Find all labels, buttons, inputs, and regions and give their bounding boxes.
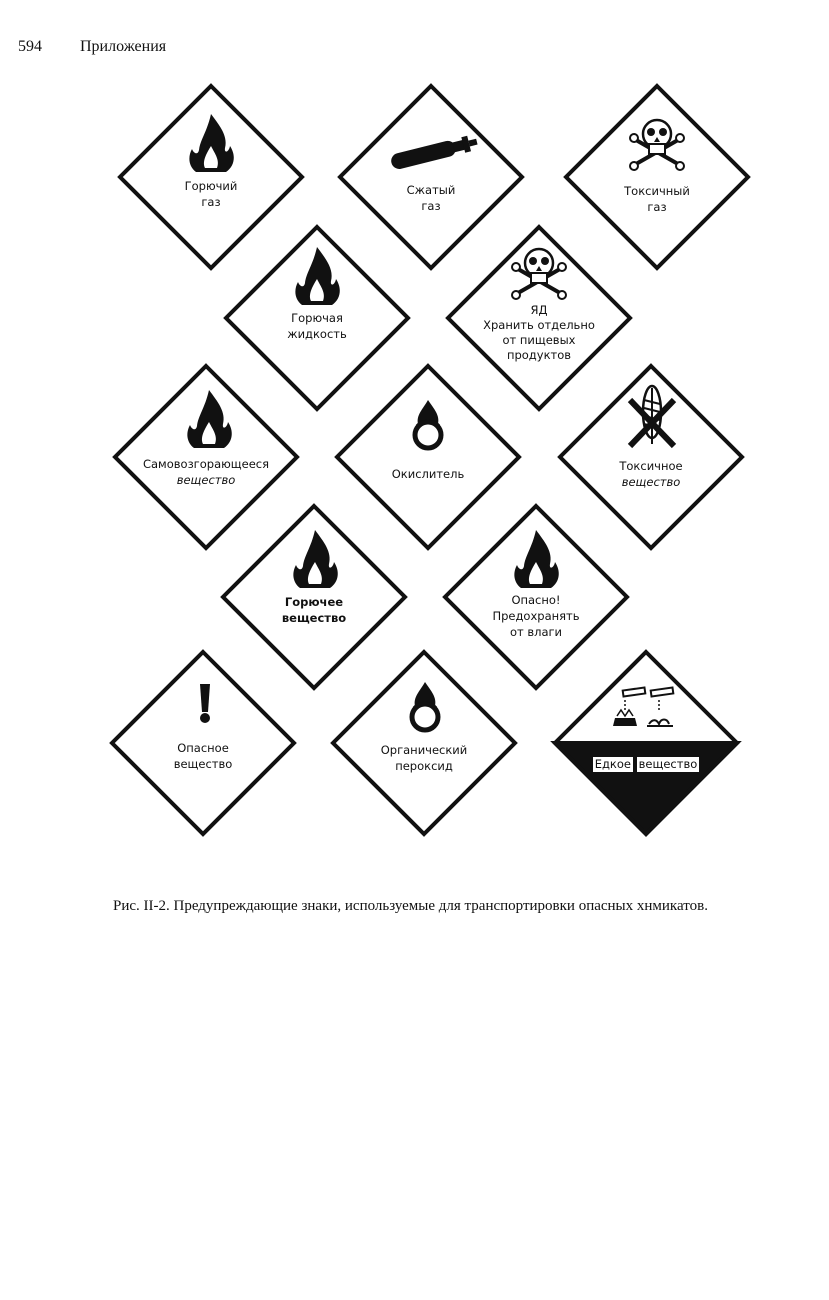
sign-label-line: газ bbox=[421, 199, 441, 213]
sign-label-line: от влаги bbox=[509, 625, 563, 639]
sign-label-line: Едкое bbox=[594, 757, 631, 771]
sign-label-line: Окислитель bbox=[391, 467, 465, 481]
sign-label-line: Токсичное bbox=[619, 459, 683, 473]
sign-organic-peroxide bbox=[329, 648, 519, 838]
sign-label-line: Токсичный bbox=[624, 184, 690, 198]
sign-label-line: вещество bbox=[638, 757, 698, 771]
sign-label-line: вещество bbox=[281, 611, 347, 625]
sign-label-line: Предохранять bbox=[492, 609, 580, 623]
sign-label-line: вещество bbox=[173, 757, 233, 771]
sign-label-line: Органический bbox=[380, 743, 468, 757]
sign-label-line: Опасно! bbox=[511, 593, 561, 607]
sign-label-line: Опасное bbox=[177, 741, 229, 755]
sign-label-line: Горючая bbox=[291, 311, 343, 325]
figure-caption: Рис. II-2. Предупреждающие знаки, используемые для транспортировки опасных хнмикатов. bbox=[113, 898, 708, 914]
sign-label-line: пероксид bbox=[395, 759, 453, 773]
sign-label-line: газ bbox=[201, 195, 221, 209]
sign-label-line: вещество bbox=[176, 473, 236, 487]
sign-label-line: Горючий bbox=[184, 179, 238, 193]
sign-label-line: Самовозгорающееся bbox=[142, 457, 270, 471]
sign-dangerous-substance bbox=[108, 648, 298, 838]
sign-corrosive bbox=[551, 648, 741, 838]
page-number: 594 bbox=[18, 38, 42, 55]
sign-label-line: от пищевых bbox=[502, 333, 576, 347]
sign-label-line: газ bbox=[647, 200, 667, 214]
corrosive-icon bbox=[551, 648, 741, 838]
sign-label-line: продуктов bbox=[506, 348, 572, 362]
sign-label-line: Хранить отдельно bbox=[483, 318, 595, 332]
sign-label-line: Сжатый bbox=[406, 183, 456, 197]
sign-label-line: Горючее bbox=[284, 595, 344, 609]
sign-label-line: ЯД bbox=[530, 303, 548, 317]
sign-label-line: вещество bbox=[621, 475, 681, 489]
running-title: Приложения bbox=[80, 38, 167, 55]
sign-label-line: жидкость bbox=[287, 327, 347, 341]
